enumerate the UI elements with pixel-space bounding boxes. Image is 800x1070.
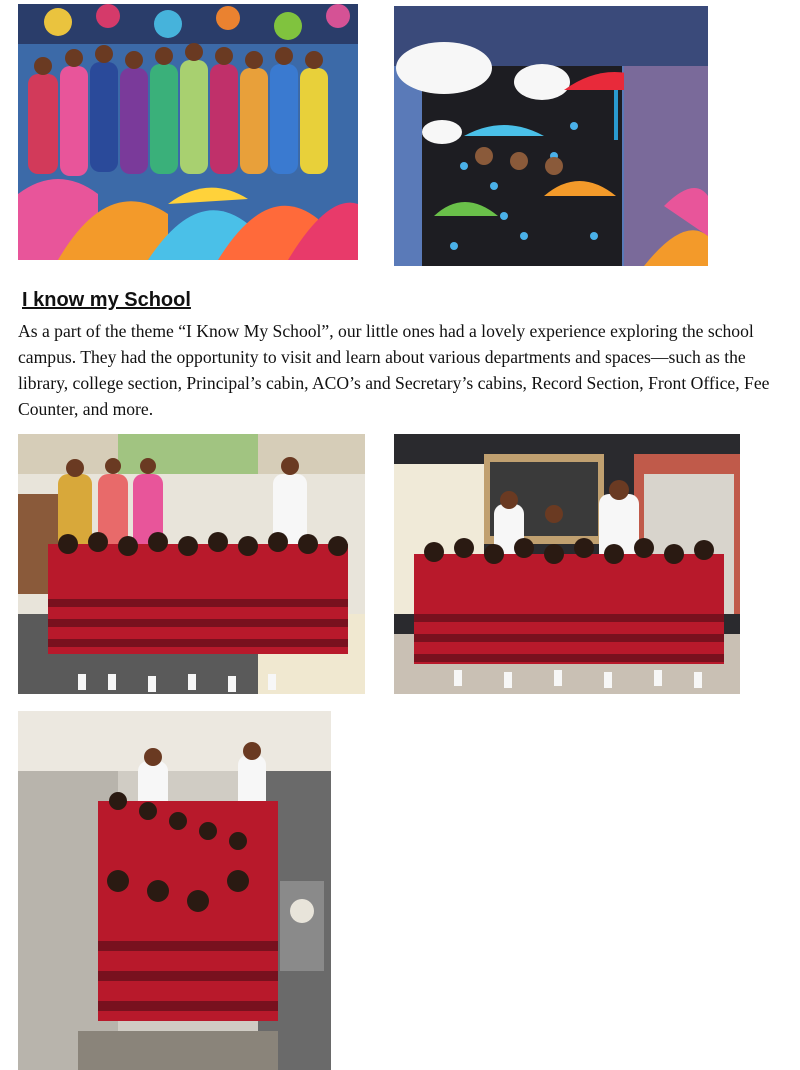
- photo-rain-board: [394, 6, 708, 266]
- section-heading: I know my School: [22, 289, 191, 311]
- photo-children-front-office: [394, 434, 740, 694]
- photo-children-staircase: [18, 711, 331, 1070]
- photo-children-library: [18, 434, 365, 694]
- photo-teachers-umbrellas: [18, 4, 358, 260]
- section-paragraph: As a part of the theme “I Know My School”, our little ones had a lovely experience exploring the school campus. They had the opportunity to visit and learn about various departments and spaces—such as the library, college section, Principal’s cabin, ACO’s and Secretary’s cabins, Record Section, Front Office, Fee Counter, and more.: [18, 321, 770, 419]
